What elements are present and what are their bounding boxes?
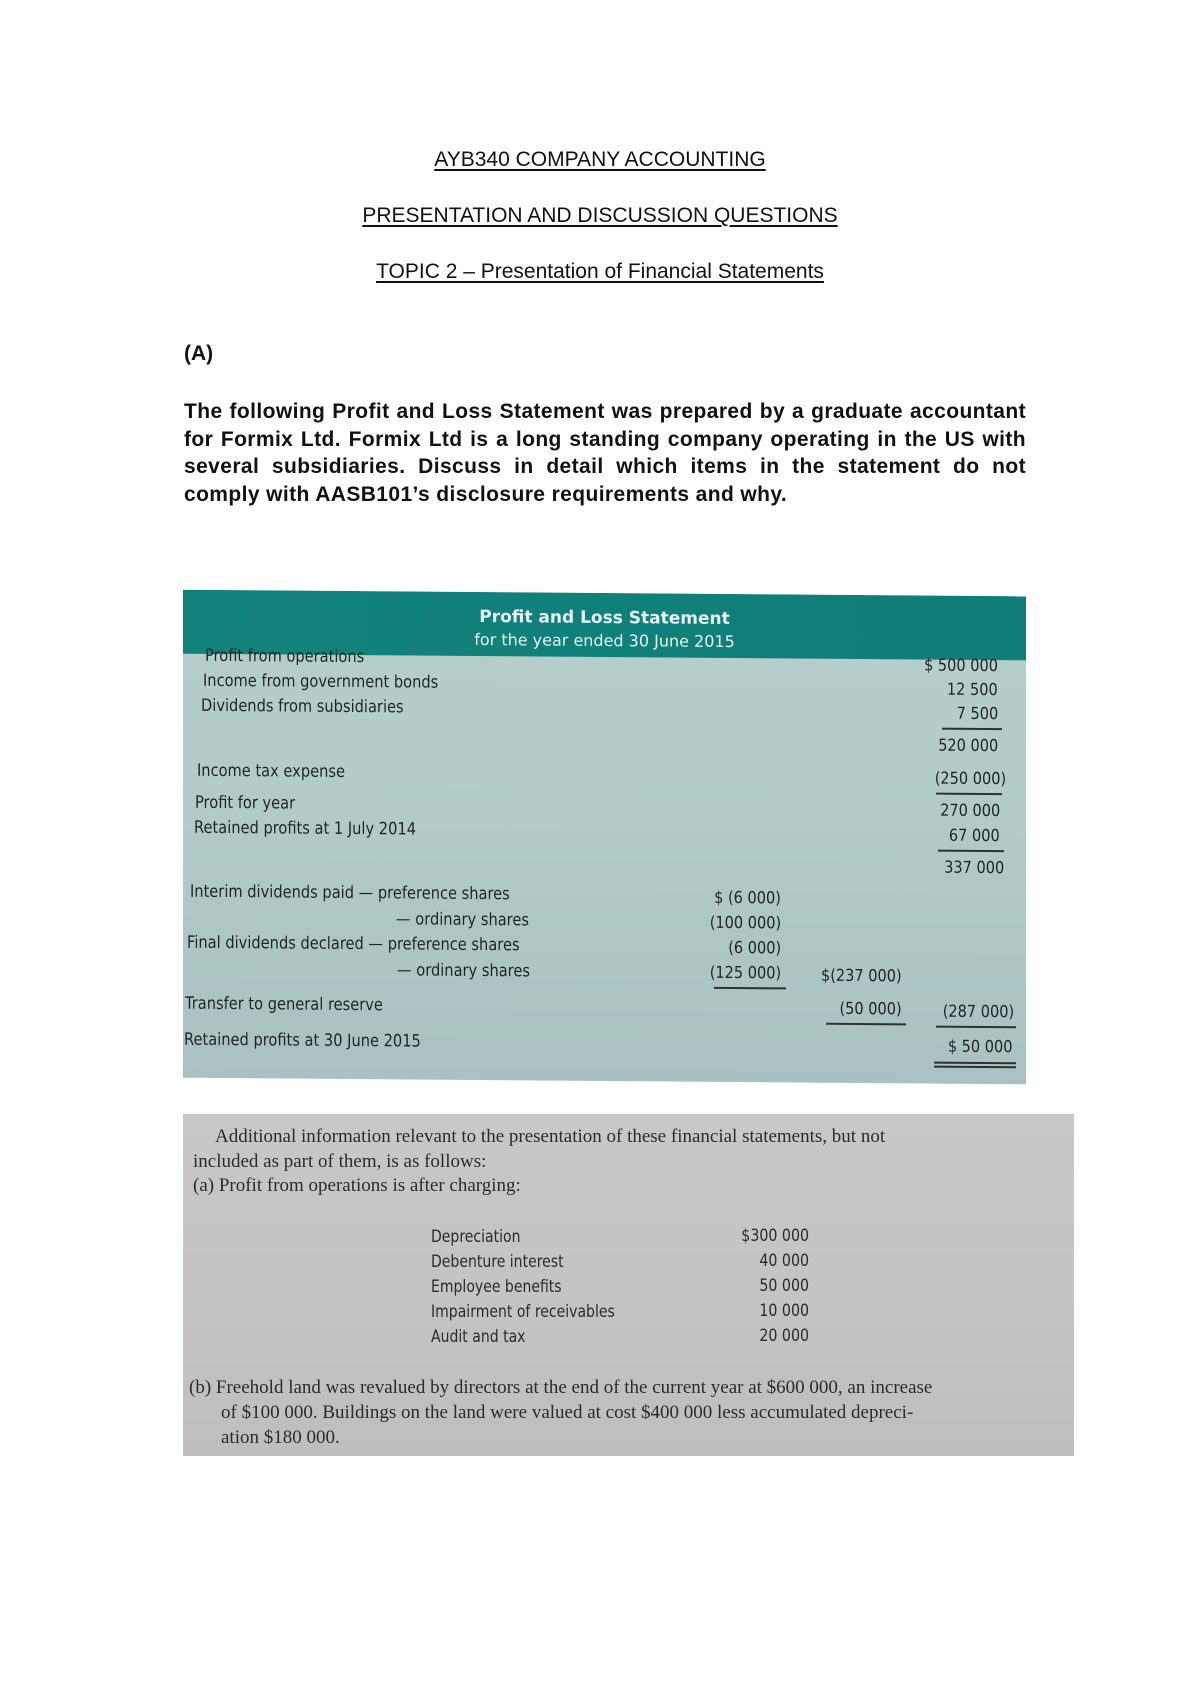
info-item-b-line-2: of $100 000. Buildings on the land were valued at cost $400 000 less accumulated depreci-	[221, 1402, 914, 1423]
amount-income-bonds: 12 500	[947, 679, 998, 700]
course-title: AYB340 COMPANY ACCOUNTING	[434, 148, 766, 171]
reserve-rule	[826, 1023, 906, 1025]
amount-retained-open: 67 000	[949, 825, 1000, 846]
charge-amount-debenture: 40 000	[759, 1251, 809, 1270]
row-label-retained-close: Retained profits at 30 June 2015	[184, 1029, 421, 1052]
amount-dividends-subtotal: $(237 000)	[821, 965, 902, 986]
info-intro-line-1: Additional information relevant to the presentation of these financial statements, but not	[215, 1126, 886, 1147]
amount-retained-close: $ 50 000	[947, 1036, 1012, 1057]
subtotal-rule	[942, 728, 1002, 730]
info-item-a: (a) Profit from operations is after charging:	[193, 1175, 521, 1196]
document-subtitle: PRESENTATION AND DISCUSSION QUESTIONS	[362, 204, 838, 227]
info-intro-line-2: included as part of them, is as follows:	[193, 1151, 487, 1172]
charge-label-debenture: Debenture interest	[431, 1252, 564, 1271]
charge-label-impairment: Impairment of receivables	[431, 1302, 615, 1321]
info-item-b-line-3: ation $180 000.	[221, 1427, 340, 1448]
row-label-profit-ops: Profit from operations	[205, 645, 365, 668]
amount-total-available: 337 000	[943, 857, 1004, 878]
section-label: (A)	[184, 342, 214, 365]
retained-rule	[938, 850, 1004, 852]
charge-amount-audit: 20 000	[759, 1326, 809, 1345]
row-label-final-pref: Final dividends declared — preference shares	[187, 932, 520, 956]
amount-final-ord: (125 000)	[709, 962, 781, 983]
amount-profit-ops: $ 500 000	[924, 655, 998, 676]
amount-interim-ord: (100 000)	[709, 912, 781, 933]
amount-final-pref: (6 000)	[728, 937, 781, 958]
info-item-b-line-1: (b) Freehold land was revalued by directors at the end of the current year at $600 000, an increase	[189, 1377, 933, 1398]
row-label-profit-year: Profit for year	[195, 792, 296, 814]
charge-label-employee: Employee benefits	[431, 1277, 562, 1296]
charge-label-audit: Audit and tax	[431, 1327, 526, 1346]
statement-period: for the year ended 30 June 2015	[474, 629, 735, 652]
amount-appropriations-total: (287 000)	[942, 1001, 1014, 1022]
statement-title: Profit and Loss Statement	[479, 607, 730, 629]
row-label-interim-pref: Interim dividends paid — preference shares	[190, 881, 510, 905]
row-label-final-ord: — ordinary shares	[397, 960, 530, 982]
dividends-rule	[714, 987, 786, 989]
charge-amount-employee: 50 000	[759, 1276, 809, 1295]
amount-interim-pref: $ (6 000)	[714, 887, 781, 908]
profit-loss-statement	[183, 590, 1026, 1085]
amount-general-reserve: (50 000)	[839, 998, 902, 1019]
amount-subtotal: 520 000	[937, 735, 998, 756]
charge-label-depreciation: Depreciation	[431, 1227, 521, 1246]
amount-income-tax: (250 000)	[934, 768, 1006, 789]
row-label-general-reserve: Transfer to general reserve	[185, 993, 383, 1016]
topic-title: TOPIC 2 – Presentation of Financial Statements	[376, 260, 824, 283]
row-label-income-bonds: Income from government bonds	[203, 670, 439, 693]
tax-rule	[936, 793, 1002, 795]
appropriations-rule	[936, 1026, 1016, 1028]
additional-information	[183, 1114, 1074, 1456]
charge-amount-impairment: 10 000	[759, 1301, 809, 1320]
final-double-rule-top	[934, 1062, 1016, 1064]
amount-profit-year: 270 000	[939, 800, 1000, 821]
row-label-retained-open: Retained profits at 1 July 2014	[194, 817, 417, 840]
charge-amount-depreciation: $300 000	[741, 1226, 809, 1245]
row-label-income-tax: Income tax expense	[197, 760, 345, 782]
row-label-interim-ord: — ordinary shares	[396, 909, 529, 931]
final-double-rule-bottom	[934, 1066, 1016, 1068]
amount-dividends-subs: 7 500	[956, 703, 998, 724]
row-label-dividends-subs: Dividends from subsidiaries	[201, 695, 404, 718]
question-text: The following Profit and Loss Statement was prepared by a graduate accountant for Formix Ltd. Formix Ltd is a long standing company operating in the US with several subsidiaries. Discuss in detail which items in the statement do not comply with AASB101’s disclosure requirements and why.	[184, 400, 1026, 506]
